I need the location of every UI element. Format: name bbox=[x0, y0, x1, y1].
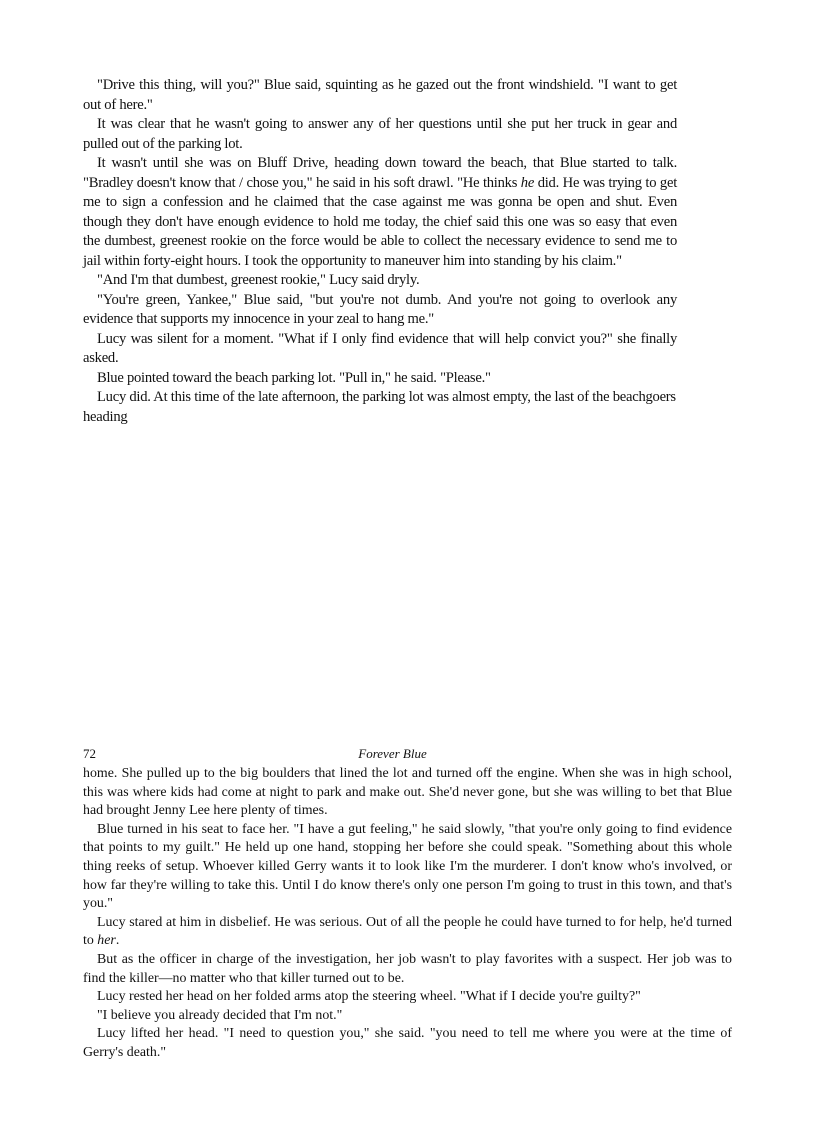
paragraph: It was clear that he wasn't going to answer any of her questions until she put her truck in gear and pulled out of the parking lot. bbox=[83, 116, 677, 152]
paragraph: "You're green, Yankee," Blue said, "but you're not dumb. And you're not going to overlook any evidence that supports my innocence in your zeal to hang me." bbox=[83, 291, 677, 327]
page-top-text bbox=[83, 76, 677, 427]
italic-text: her bbox=[97, 933, 116, 949]
paragraph: Blue pointed toward the beach parking lot. "Pull in," he said. "Please." bbox=[97, 369, 491, 386]
running-title: Forever Blue bbox=[358, 746, 427, 761]
paragraph: Lucy was silent for a moment. "What if I only find evidence that will help convict you?" she finally asked. bbox=[83, 330, 677, 366]
paragraph: Lucy did. At this time of the late afternoon, the parking lot was almost empty, the last of the beachgoers heading bbox=[83, 389, 676, 425]
paragraph: "And I'm that dumbest, greenest rookie," Lucy said dryly. bbox=[97, 272, 420, 288]
text-run: did. He was trying to get me to sign a confession and he claimed that the case against me was gonna be open and shut. Even though they don't have enough evidence to hold me today, the chief said this one was so easy that even the dumbest, greenest rookie on the force would be able to collect the necessary evidence to send me to jail within forty-eight hours. I took the opportunity to maneuver him into standing by his claim." bbox=[83, 174, 677, 269]
paragraph: "I believe you already decided that I'm not." bbox=[97, 1007, 343, 1023]
paragraph bbox=[83, 154, 677, 271]
paragraph bbox=[83, 914, 732, 951]
text-run: It wasn't until she was on Bluff Drive, heading down toward the beach, that Blue started to talk. "Bradley doesn't know that / chose you," he said in his soft drawl. "He thinks bbox=[83, 155, 677, 191]
paragraph: "Drive this thing, will you?" Blue said, squinting as he gazed out the front windshield. "I want to get out of here." bbox=[83, 77, 677, 113]
page-bottom-text bbox=[83, 765, 732, 1063]
text-run: Lucy stared at him in disbelief. He was serious. Out of all the people he could have turned to for help, he'd turned to bbox=[83, 914, 732, 949]
paragraph: Blue turned in his seat to face her. "I have a gut feeling," he said slowly, "that you're only going to find evidence that points to my guilt." He held up one hand, stopping her before she could speak. "Something about this whole thing reeks of setup. Whoever killed Gerry wants it to look like I'm the murderer. I don't know who's involved, or how far they're willing to take this. Until I do know there's only one person I'm going to trust in this town, and that's you." bbox=[83, 821, 732, 912]
italic-text: he bbox=[520, 174, 535, 191]
paragraph: home. She pulled up to the big boulders that lined the lot and turned off the engine. When she was in high school, this was where kids had come at night to park and make out. She'd never gone, but she was willing to bet that Blue had brought Jenny Lee here plenty of times. bbox=[83, 766, 732, 819]
text-run: . bbox=[115, 933, 120, 949]
paragraph: Lucy lifted her head. "I need to question you," she said. "you need to tell me where you were at the time of Gerry's death." bbox=[83, 1026, 732, 1060]
page-number: 72 bbox=[83, 746, 96, 761]
paragraph: But as the officer in charge of the investigation, her job wasn't to play favorites with a suspect. Her job was to find the killer—no matter who that killer turned out to be. bbox=[83, 951, 732, 986]
paragraph: Lucy rested her head on her folded arms atop the steering wheel. "What if I decide you're guilty?" bbox=[97, 989, 641, 1005]
